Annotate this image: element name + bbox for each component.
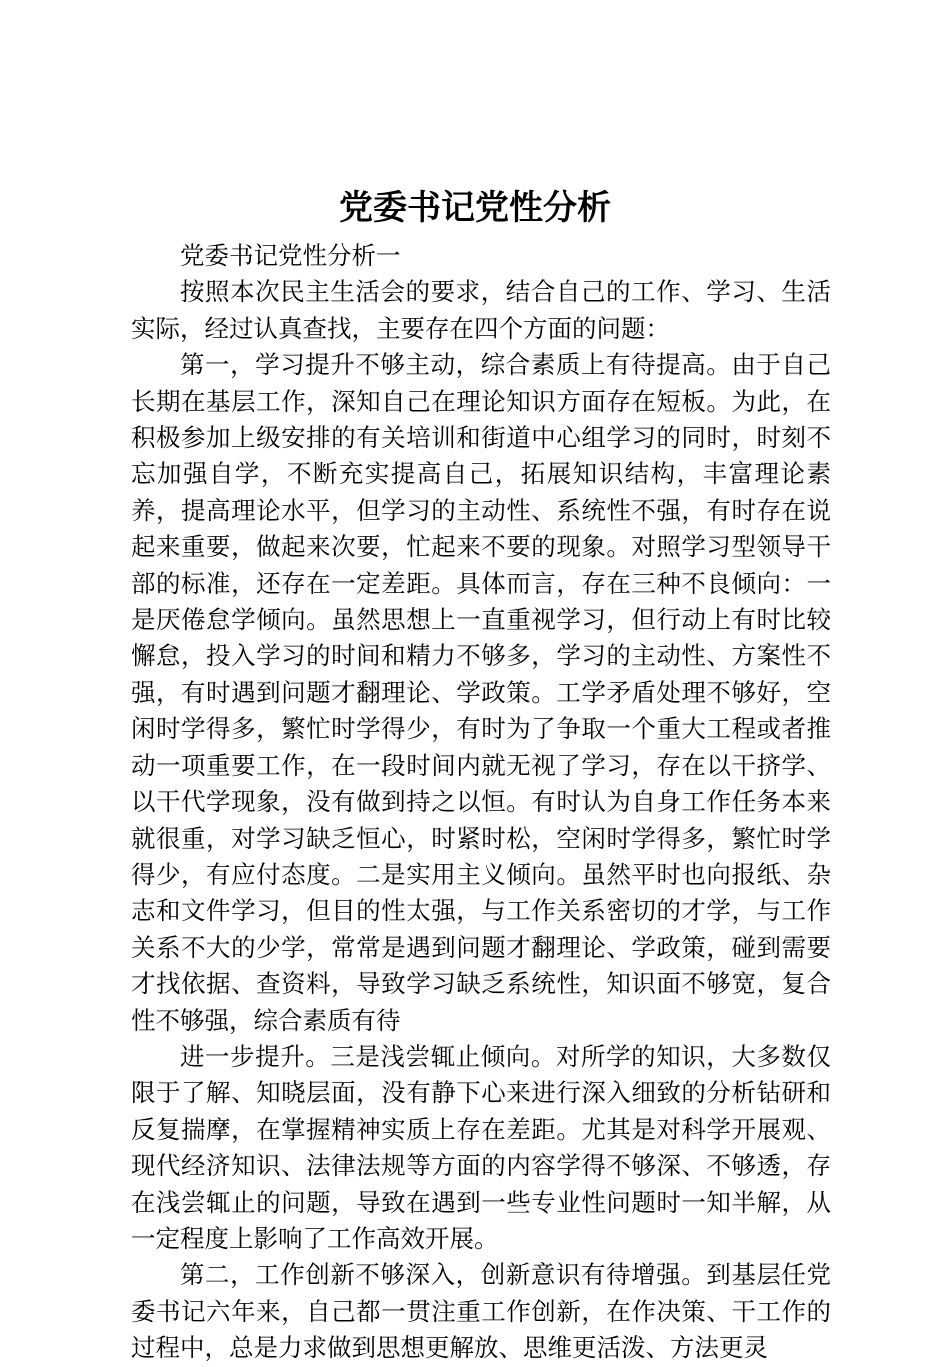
subtitle-paragraph: 党委书记党性分析一 (180, 241, 401, 270)
body-paragraph-first-issue: 第一，学习提升不够主动，综合素质上有待提高。由于自己长期在基层工作，深知自己在理论知识方面存在短板。为此，在积极参加上级安排的有关培训和街道中心组学习的同时，时刻不忘加强自学，不断充实提高自己，拓展知识结构，丰富理论素养，提高理论水平，但学习的主动性、系统性不强，有时存在说起来重要，做起来次要，忙起来不要的现象。对照学习型领导干部的标准，还存在一定差距。具体而言，存在三种不良倾向：一是厌倦怠学倾向。虽然思想上一直重视学习，但行动上有时比较懈怠，投入学习的时间和精力不够多，学习的主动性、方案性不强，有时遇到问题才翻理论、学政策。工学矛盾处理不够好，空闲时学得多，繁忙时学得少，有时为了争取一个重大工程或者推动一项重要工作，在一段时间内就无视了学习，存在以干挤学、以干代学现象，没有做到持之以恒。有时认为自身工作任务本来就很重，对学习缺乏恒心，时紧时松，空闲时学得多，繁忙时学得少，有应付态度。二是实用主义倾向。虽然平时也向报纸、杂志和文件学习，但目的性太强，与工作关系密切的才学，与工作关系不大的少学，常常是遇到问题才翻理论、学政策，碰到需要才找依据、查资料，导致学习缺乏系统性，知识面不够宽，复合性不够强，综合素质有待 (131, 350, 831, 1035)
document-title: 党委书记党性分析 (339, 188, 611, 228)
document-body (131, 238, 831, 1367)
body-paragraph-continuation: 进一步提升。三是浅尝辄止倾向。对所学的知识，大多数仅限于了解、知晓层面，没有静下心来进行深入细致的分析钻研和反复揣摩，在掌握精神实质上存在差距。尤其是对科学开展观、现代经济知识、法律法规等方面的内容学得不够深、不够透，存在浅尝辄止的问题，导致在遇到一些专业性问题时一知半解，从一定程度上影响了工作高效开展。 (131, 1041, 831, 1253)
body-paragraph-second-issue: 第二，工作创新不够深入，创新意识有待增强。到基层任党委书记六年来，自己都一贯注重工作创新，在作决策、干工作的过程中，总是力求做到思想更解放、思维更活泼、方法更灵 (131, 1260, 831, 1363)
intro-paragraph: 按照本次民主生活会的要求，结合自己的工作、学习、生活实际，经过认真查找，主要存在四个方面的问题： (131, 277, 831, 343)
